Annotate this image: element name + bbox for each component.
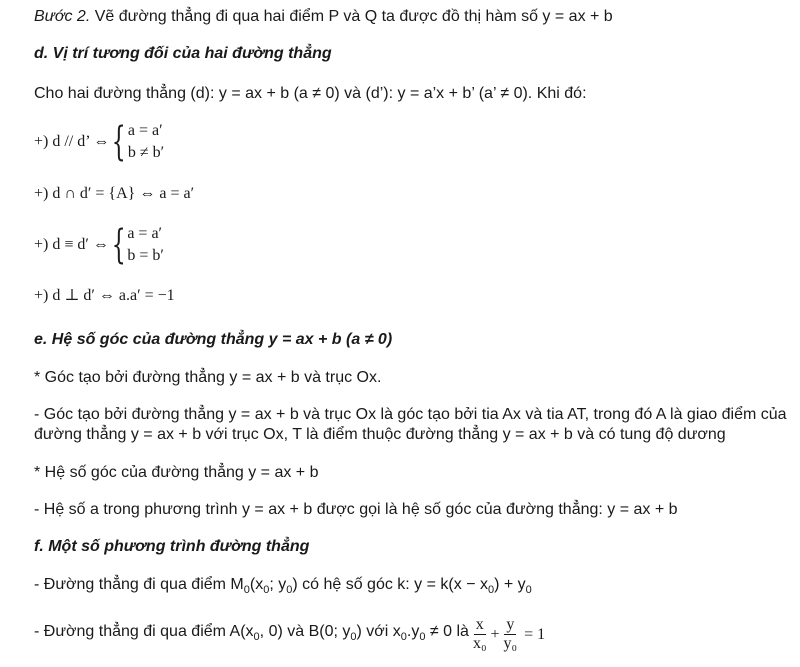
- case-parallel: [34, 117, 164, 167]
- text-fragment: .y: [406, 623, 420, 640]
- text-fragment: ) + y: [494, 576, 526, 593]
- section-d-heading: d. Vị trí tương đối của hai đường thẳng: [34, 45, 332, 62]
- case-coincide-prefix: +) d ≡ d′ ⇔: [34, 236, 109, 253]
- subscript: 0: [253, 631, 260, 644]
- case-parallel-bottom: b ≠ b′: [127, 144, 165, 161]
- text-fragment: - Đường thẳng đi qua điểm M: [34, 576, 244, 593]
- text-fragment: - Đường thẳng đi qua điểm A(x: [34, 623, 254, 640]
- subscript: 0: [286, 584, 293, 597]
- case-intersect: +) d ∩ d′ = {A} ⇔ a = a′: [34, 185, 195, 202]
- brace-symbol: {: [111, 222, 126, 268]
- section-f-p1: [34, 575, 532, 600]
- section-e-p4: - Hệ số a trong phương trình y = ax + b được gọi là hệ số góc của đường thẳng: y = ax + b: [34, 501, 678, 518]
- case-coincide-system: [109, 223, 164, 267]
- section-d-intro: Cho hai đường thẳng (d): y = ax + b (a ≠ 0) và (d’): y = a’x + b’ (a’ ≠ 0). Khi đó:: [34, 85, 587, 102]
- fraction-numerator: x: [475, 616, 484, 634]
- fraction-x: [471, 616, 489, 653]
- subscript: 0: [487, 584, 495, 597]
- text-fragment: ) có hệ số góc k: y = k(x − x: [292, 576, 488, 593]
- fraction-y: [502, 616, 520, 653]
- plus-sign: +: [490, 625, 500, 643]
- section-f-p2: [34, 614, 545, 655]
- section-e-heading: e. Hệ số góc của đường thẳng y = ax + b (a ≠ 0): [34, 331, 393, 348]
- subscript: 0: [243, 584, 250, 597]
- case-coincide: [34, 220, 164, 270]
- subscript: 0: [400, 631, 407, 644]
- subscript: 0: [263, 584, 270, 597]
- intercept-equation: [469, 616, 545, 653]
- text-fragment: , 0) và B(0; y: [259, 623, 351, 640]
- step2-label: Bước 2.: [34, 8, 91, 25]
- text-fragment: ; y: [269, 576, 287, 593]
- section-e-p1: * Góc tạo bởi đường thẳng y = ax + b và trục Ox.: [34, 369, 382, 386]
- subscript: 0: [350, 631, 357, 644]
- case-parallel-system: [109, 120, 164, 164]
- case-coincide-top: a = a′: [127, 225, 163, 242]
- section-e-p3: * Hệ số góc của đường thẳng y = ax + b: [34, 464, 319, 481]
- text-fragment: (x: [249, 576, 264, 593]
- section-e-p2-line2: đường thẳng y = ax + b với trục Ox, T là điểm thuộc đường thẳng y = ax + b và có tung độ dương: [34, 426, 726, 443]
- step2-text: Vẽ đường thẳng đi qua hai điểm P và Q ta được đồ thị hàm số y = ax + b: [90, 8, 613, 25]
- case-perpendicular: +) d ⊥ d′ ⇔ a.a′ = −1: [34, 287, 175, 304]
- step2-line: [34, 7, 613, 27]
- case-parallel-prefix: +) d // d’ ⇔: [34, 133, 110, 150]
- fraction-denominator: x₀: [472, 635, 487, 653]
- case-coincide-bottom: b = b′: [127, 247, 164, 264]
- section-f-heading: f. Một số phương trình đường thẳng: [34, 538, 310, 555]
- subscript: 0: [419, 631, 426, 644]
- fraction-denominator: y₀: [503, 635, 518, 653]
- equals-one: = 1: [524, 625, 546, 643]
- text-fragment: ≠ 0 là: [425, 623, 469, 640]
- subscript: 0: [525, 584, 532, 597]
- case-parallel-top: a = a′: [127, 122, 163, 139]
- brace-symbol: {: [112, 119, 127, 165]
- section-e-p2-line1: - Góc tạo bởi đường thẳng y = ax + b và trục Ox là góc tạo bởi tia Ax và tia AT, trong đó A là giao điểm của: [34, 406, 787, 423]
- text-fragment: ) với x: [356, 623, 401, 640]
- fraction-numerator: y: [506, 616, 515, 634]
